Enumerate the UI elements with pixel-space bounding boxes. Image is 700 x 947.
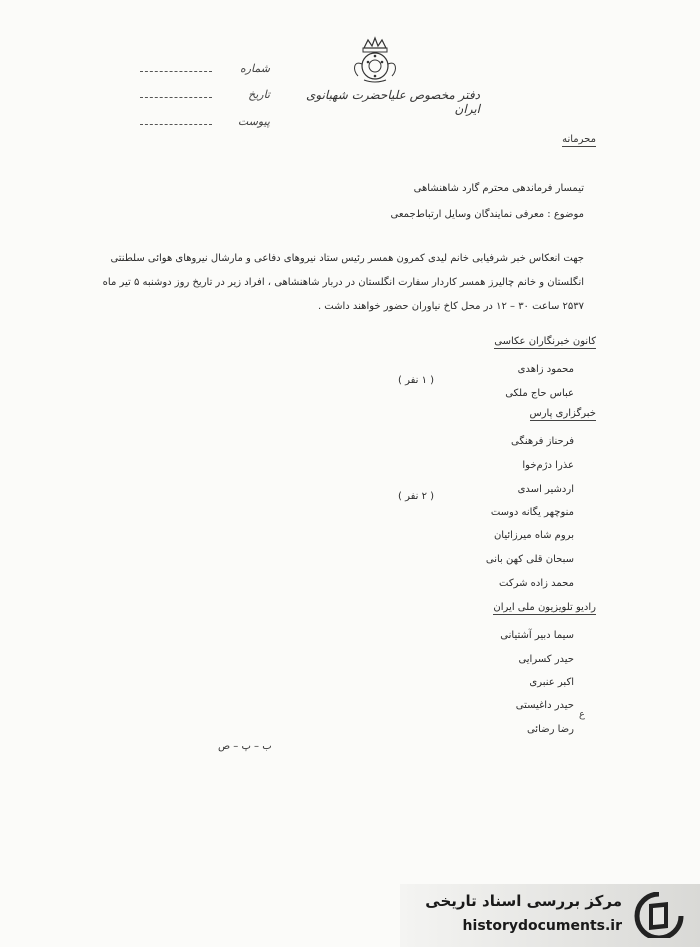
date-label: تاریخ	[248, 88, 270, 101]
body-line-2: انگلستان و خانم چالیرز همسر کاردار سفارت انگلستان در دربار شاهنشاهی ، افراد زیر در تاریخ روز دوشنبه ۵ تیر ماه	[102, 277, 584, 288]
list-item: بروم شاه میرزائیان	[493, 530, 574, 541]
archive-website: historydocuments.ir	[462, 918, 622, 934]
group-count: ( ۲ نفر )	[398, 491, 435, 502]
list-item: اردشیر اسدی	[517, 484, 574, 495]
list-item: حیدر کسرایی	[518, 654, 574, 665]
list-item: سبحان قلی کهن بانی	[485, 554, 574, 565]
list-item: اکبر عنبری	[529, 677, 574, 688]
number-label: شماره	[239, 62, 270, 75]
list-item: محمد زاده شرکت	[499, 578, 574, 589]
attachment-label: پیوست	[237, 115, 270, 128]
addressee: تیمسار فرماندهی محترم گارد شاهنشاهی	[413, 183, 584, 194]
subject-line: موضوع : معرفی نمایندگان وسایل ارتباط‌جمعی	[390, 209, 584, 220]
group-title-pars-agency: خبرگزاری پارس	[529, 408, 596, 419]
archive-logo-icon	[634, 892, 684, 938]
margin-mark: ع	[579, 709, 585, 720]
list-item: محمود زاهدی	[517, 364, 574, 375]
list-item: عباس حاج ملکی	[505, 388, 574, 399]
list-item: حیدر داغیستی	[515, 700, 574, 711]
attachment-line	[140, 124, 212, 125]
date-field	[140, 88, 270, 104]
list-item: سیما دبیر آشتیانی	[500, 630, 574, 641]
group-count: ( ۱ نفر )	[398, 375, 435, 386]
group-title-national-radio-tv: رادیو تلویزیون ملی ایران	[493, 602, 596, 613]
list-item: منوچهر یگانه دوست	[490, 507, 574, 518]
body-line-3: ۲۵۳۷ ساعت ۳۰ – ۱۲ در محل کاخ نیاوران حضور خواهند داشت .	[317, 301, 584, 312]
list-item: عذرا دژم‌خوا	[522, 460, 574, 471]
archive-name: مرکز بررسی اسناد تاریخی	[425, 892, 622, 910]
royal-emblem-icon	[346, 34, 404, 84]
number-line	[140, 71, 212, 72]
typist-initials: ب – پ – ص	[218, 741, 272, 752]
list-item: رضا رضائی	[526, 724, 574, 735]
office-title: دفتر مخصوص علیاحضرت شهبانوی ایران	[306, 88, 480, 116]
group-title-photo-journalists: کانون خبرنگاران عکاسی	[494, 336, 596, 347]
list-item: فرحناز فرهنگی	[511, 436, 574, 447]
attachment-field	[140, 115, 270, 131]
classification-label: محرمانه	[562, 134, 596, 145]
archive-watermark	[400, 884, 700, 947]
body-line-1: جهت انعکاس خبر شرفیابی خانم لیدی کمرون همسر رئیس ستاد نیروهای دفاعی و مارشال نیروهای هوائی سلطنتی	[110, 253, 584, 264]
date-line	[140, 97, 212, 98]
number-field	[140, 62, 270, 78]
